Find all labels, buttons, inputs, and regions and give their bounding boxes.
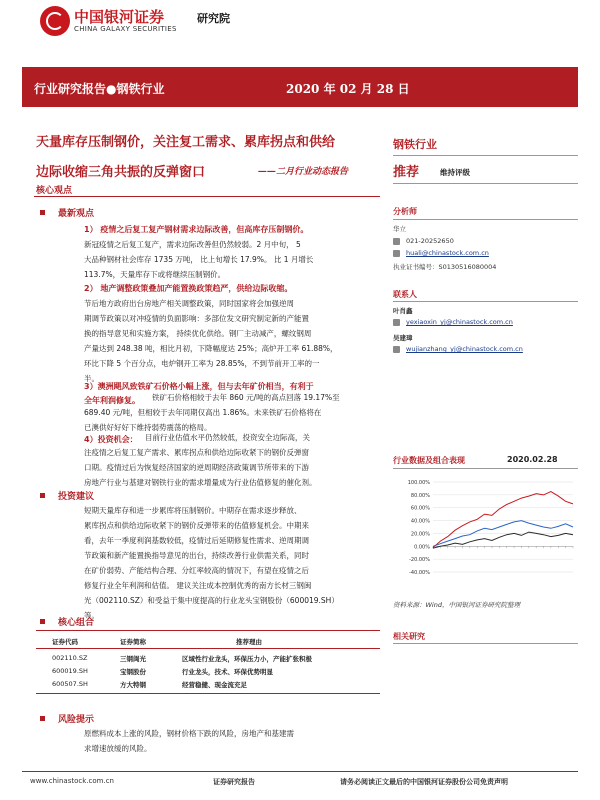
performance-date: 2020.02.28 xyxy=(507,455,558,464)
latest-label: 最新观点 xyxy=(58,209,95,219)
y-tick-label: 60.00% xyxy=(410,505,430,512)
contact-label: 联系人 xyxy=(393,290,417,299)
related-label: 相关研究 xyxy=(393,632,425,641)
y-tick-labels xyxy=(408,480,430,576)
risk-label: 风险提示 xyxy=(58,715,95,725)
mail-icon xyxy=(393,346,400,353)
divider xyxy=(393,219,578,220)
point3-body: 689.40 元/吨，但相较于去年同期仅高出 1.86%。未来铁矿石价格将在 已澳供好好好下维持弱势震荡的格局。 xyxy=(84,408,322,432)
report-category: 行业研究报告●钢铁行业 xyxy=(34,82,165,96)
y-tick-label: -40.00% xyxy=(409,570,430,576)
y-tick-label: 80.00% xyxy=(410,492,430,499)
divider xyxy=(34,196,380,197)
analyst-name: 华立 xyxy=(393,225,406,233)
divider xyxy=(393,643,578,644)
portfolio-label: 核心组合 xyxy=(58,618,95,628)
series-line-3 xyxy=(433,532,573,548)
risk-body: 原燃料成本上涨的风险，钢材价格下跌的风险，房地产和基建需 求增速放缓的风险。 xyxy=(84,729,294,753)
analyst-cert: 执业证书编号：S0130516080004 xyxy=(393,263,497,271)
report-title-line1: 天量库存压制钢价，关注复工需求、累库拐点和供给 xyxy=(36,135,336,150)
report-subtitle: ——二月行业动态报告 xyxy=(258,167,349,177)
analyst-email[interactable]: huali@chinastock.com.cn xyxy=(406,249,489,257)
institute-label: 研究院 xyxy=(197,12,230,25)
contact2-email[interactable]: wujianzhang_yj@chinastock.com.cn xyxy=(406,345,523,353)
y-tick-label: -20.00% xyxy=(409,557,430,564)
phone-icon xyxy=(393,238,400,245)
footer-center: 证券研究报告 xyxy=(213,778,255,786)
rating: 推荐 xyxy=(393,165,420,180)
rating-status: 维持评级 xyxy=(440,168,470,177)
y-tick-label: 100.00% xyxy=(407,480,430,486)
report-title-line2: 边际收缩三角共振的反弹窗口 xyxy=(36,165,206,180)
contact1-name: 叶肖鑫 xyxy=(393,307,413,315)
point2-body: 节后地方政府出台房地产相关调整政策，同时国家将会加强逆周 期调节政策以对冲疫情的负面影响：多部位发文研究制定新的产能置 换的指导意见和实施方案， 持续优化供给。钢厂主动减产，螺纹钢周 产量达到 248.38 吨，相比月初，下降幅度达 25%；高炉开工率 61.88%， 环比下降 5 个百分点，电炉钢开工率为 28.85%，不到节前开工率的一 半。 xyxy=(84,299,338,383)
sector-name: 钢铁行业 xyxy=(393,138,437,151)
point4-heading: 4）投资机会： xyxy=(84,435,138,444)
invest-label: 投资建议 xyxy=(58,492,95,502)
y-tick-label: 20.00% xyxy=(410,531,430,538)
brand-logo xyxy=(40,6,70,36)
divider xyxy=(393,183,578,184)
brand-name-en: CHINA GALAXY SECURITIES xyxy=(74,25,177,33)
report-date: 2020 年 02 月 28 日 xyxy=(286,82,410,96)
point3-body-first: 铁矿石价格相较于去年 860 元/吨的高点回落 19.17%至 xyxy=(152,393,340,402)
point4-body-first: 目前行业估值水平仍然较低，投资安全边际高，关 xyxy=(145,433,310,442)
analyst-phone: 021-20252650 xyxy=(406,237,454,245)
grid xyxy=(433,482,573,572)
brand-name: 中国银河证券 xyxy=(74,8,165,26)
bullet-icon xyxy=(40,210,45,215)
point3-heading-cont: 全年利润修复。 xyxy=(84,396,140,405)
divider xyxy=(393,468,578,469)
divider xyxy=(393,301,578,302)
contact1-email[interactable]: yexiaoxin_yj@chinastock.com.cn xyxy=(406,318,513,326)
bullet-icon xyxy=(40,716,45,721)
y-tick-label: 40.00% xyxy=(410,518,430,525)
footer-url[interactable]: www.chinastock.com.cn xyxy=(30,777,114,785)
bullet-icon xyxy=(40,493,45,498)
contact2-name: 吴建璋 xyxy=(393,334,413,342)
performance-label: 行业数据及组合表现 xyxy=(393,456,465,465)
bullet-icon xyxy=(40,619,45,624)
point2-heading: 2） 地产调整政策叠加产能置换政策趋严，供给边际收缩。 xyxy=(84,284,293,293)
invest-body: 短期天量库存和进一步累库将压制钢价。中期存在需求逐步释放、 累库拐点和供给边际收紧下的钢价反弹带来的估值修复机会。中期来 看，去年一季度利润基数较低，疫情过后延期修复性需求、逆周期调 节政策和新产能置换指导意见的出台，持续改善行业供需关系，同时 在矿价弱势、产能结构合理、分红率较高的情况下，有望在疫情之后 修复行业全年利润和估值。 建议关注成本控制优秀的南方长材三钢闽 光（002110.SZ）和受益于集中度提高的行业龙头宝钢股份（600019.SH） 等。 xyxy=(84,506,339,620)
footer-disclaimer: 请务必阅读正文最后的中国银河证券股份公司免责声明 xyxy=(340,778,508,786)
core-label: 核心观点 xyxy=(36,186,73,196)
point3-heading: 3）澳洲飓风致铁矿石价格小幅上涨，但与去年矿价相当，有利于 xyxy=(84,382,314,391)
divider xyxy=(393,155,578,156)
mail-icon xyxy=(393,250,400,257)
chart-source: 资料来源：Wind，中国银河证券研究院整理 xyxy=(393,601,520,609)
point4-body: 注疫情之后复工复产需求、累库拐点和供给边际收紧下的钢价反弹窗 口期。疫情过后为恢复经济国家的逆周期经济政策调节所带来的下游 房地产行业与基建对钢铁行业的需求增量成为行业估值修复的催化剂。 xyxy=(84,448,317,487)
analyst-label: 分析师 xyxy=(393,207,417,216)
performance-chart xyxy=(393,476,578,586)
mail-icon xyxy=(393,319,400,326)
x-ticks xyxy=(433,546,573,548)
point1-heading: 1） 疫情之后复工复产钢材需求边际改善，但高库存压制钢价。 xyxy=(84,225,309,234)
y-tick-label: 0.00% xyxy=(414,544,430,551)
series-lines xyxy=(433,492,573,549)
point1-body: 新冠疫情之后复工复产，需求边际改善但仍然较弱。2 月中旬， 5 大品种钢材社会库存 1735 万吨， 比上旬增长 17.9%。 比 1 月增长 113.7%，天量库存下或将继续压制钢价。 xyxy=(84,240,314,279)
footer-divider xyxy=(22,771,578,772)
